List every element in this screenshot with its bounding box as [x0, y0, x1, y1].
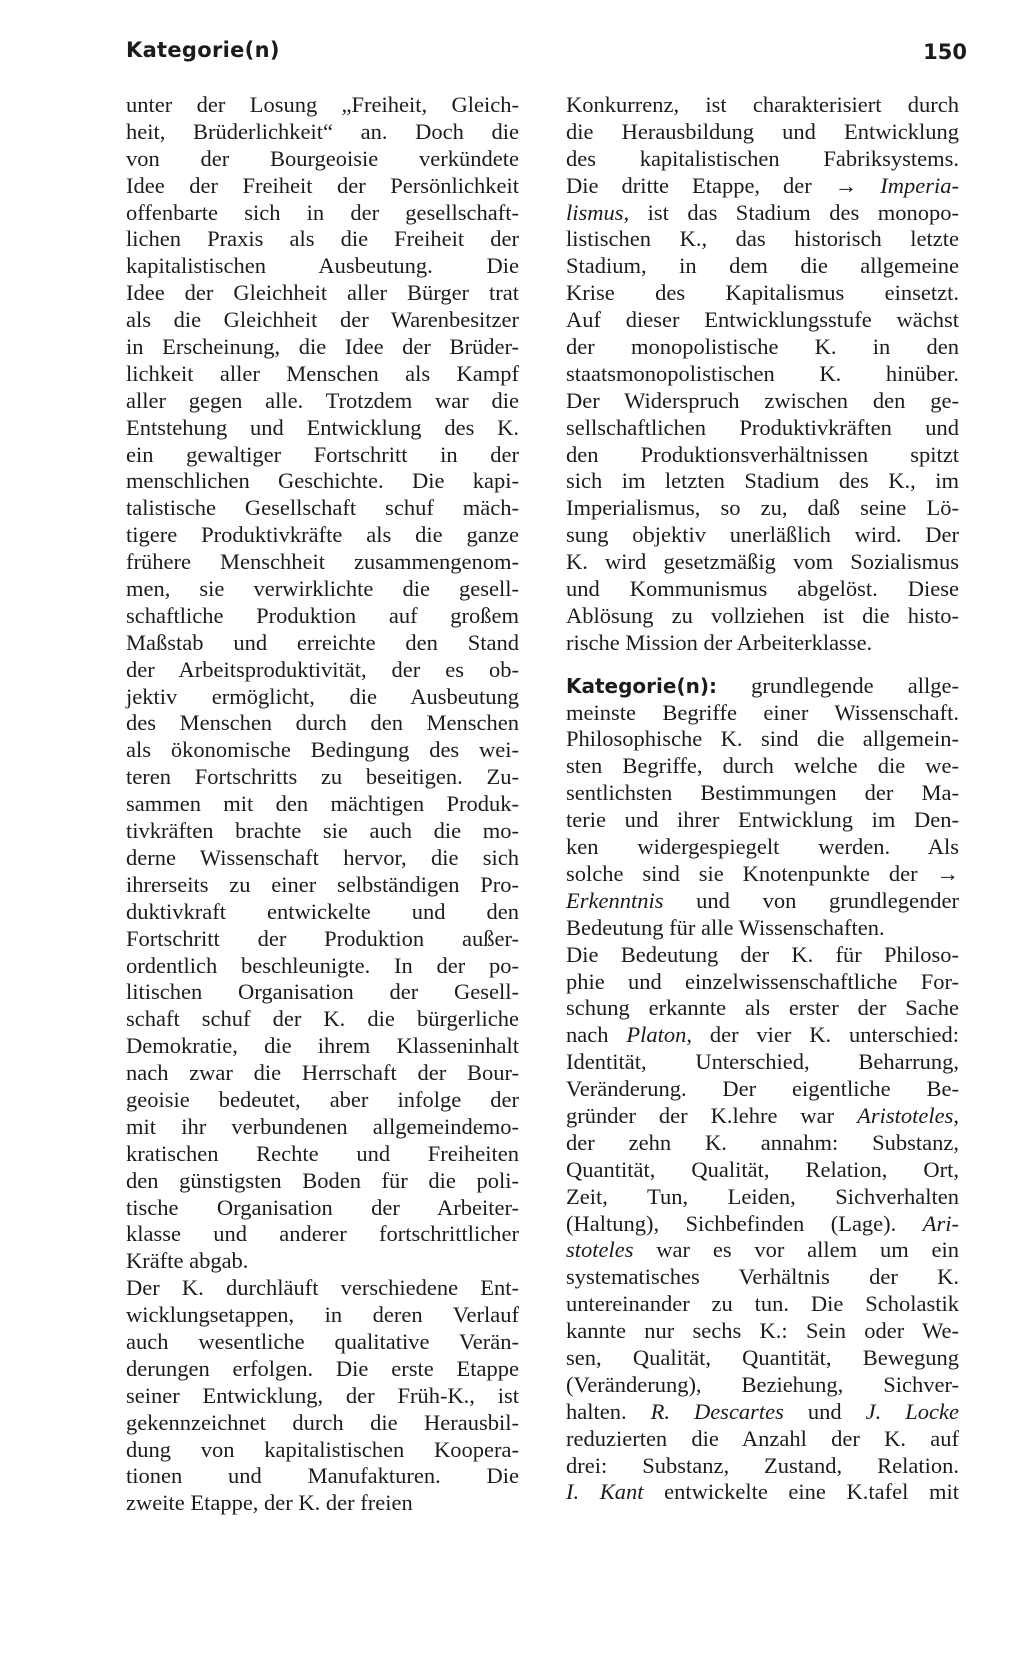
- text-line: halten. R. Descartes und J. Locke: [566, 1398, 959, 1424]
- text-line: kapitalistischen Ausbeutung. Die: [126, 253, 519, 279]
- text-line: sen, Qualität, Quantität, Bewegung: [566, 1344, 959, 1370]
- entry-headword: Kategorie(n):: [566, 673, 717, 698]
- person-name: Ari-: [922, 1210, 959, 1236]
- text-line: tionen und Manufakturen. Die: [126, 1463, 519, 1489]
- cross-reference-link[interactable]: lismus: [566, 199, 624, 225]
- text-line: rische Mission der Arbeiterklasse.: [566, 629, 873, 655]
- text-line: menschlichen Geschichte. Die kapi-: [126, 468, 519, 494]
- text-line: schung erkannte als erster der Sache: [566, 995, 959, 1021]
- text-line: tische Organisation der Arbeiter-: [126, 1194, 519, 1220]
- text-line: schaft schuf der K. die bürgerliche: [126, 1006, 519, 1032]
- text-line: und Kommunismus abgelöst. Diese: [566, 576, 959, 602]
- cross-reference-link[interactable]: Imperia-: [880, 172, 959, 198]
- text-line: nach zwar die Herrschaft der Bour-: [126, 1060, 519, 1086]
- text-line: kratischen Rechte und Freiheiten: [126, 1140, 519, 1166]
- text-line: Konkurrenz, ist charakterisiert durch: [566, 92, 959, 117]
- text-line: heit, Brüderlichkeit“ an. Doch die: [126, 118, 519, 144]
- text-line: Die dritte Etappe, der → Imperia-: [566, 172, 959, 198]
- text-line: frühere Menschheit zusammengenom-: [126, 549, 519, 575]
- text-line: staatsmonopolistischen K. hinüber.: [566, 360, 959, 386]
- text-line: offenbarte sich in der gesellschaft-: [126, 199, 519, 225]
- text-line: kannte nur sechs K.: Sein oder We-: [566, 1318, 959, 1344]
- text-line: stoteles war es vor allem um ein: [566, 1237, 959, 1263]
- person-name: R. Descartes: [650, 1398, 784, 1424]
- text-line: als die Gleichheit der Warenbesitzer: [126, 307, 519, 333]
- text-line: nach Platon, der vier K. unterschied:: [566, 1022, 959, 1048]
- text-line: phie und einzelwissenschaftliche For-: [566, 968, 959, 994]
- text-line: als ökonomische Bedingung des wei-: [126, 737, 519, 763]
- left-column: [126, 92, 519, 1517]
- text-line: listischen K., das historisch letzte: [566, 226, 959, 252]
- text-line: der zehn K. annahm: Substanz,: [566, 1129, 959, 1155]
- text-line: sung objektiv unerläßlich wird. Der: [566, 522, 959, 548]
- text-line: Zeit, Tun, Leiden, Sichverhalten: [566, 1183, 959, 1209]
- text-line: untereinander zu tun. Die Scholastik: [566, 1291, 959, 1317]
- text-line: Ablösung zu vollziehen ist die histo-: [566, 602, 959, 628]
- text-line: solche sind sie Knotenpunkte der →: [566, 860, 959, 886]
- text-line: Die Bedeutung der K. für Philoso-: [566, 941, 959, 967]
- text-line: ein gewaltiger Fortschritt in der: [126, 441, 519, 467]
- person-name: stoteles: [566, 1237, 634, 1263]
- cross-reference-link[interactable]: Erkenntnis: [566, 887, 664, 913]
- person-name: Aristoteles: [857, 1102, 954, 1128]
- text-line: derne Wissenschaft hervor, die sich: [126, 844, 519, 870]
- text-line: sten Begriffe, durch welche die we-: [566, 753, 959, 779]
- text-line: K. wird gesetzmäßig vom Sozialismus: [566, 549, 959, 575]
- text-line: gekennzeichnet durch die Herausbil-: [126, 1409, 519, 1435]
- person-name: J. Locke: [865, 1398, 959, 1424]
- text-line: von der Bourgeoisie verkündete: [126, 145, 519, 171]
- text-line: Kräfte abgab.: [126, 1248, 249, 1274]
- text-line: sentlichsten Bestimmungen der Ma-: [566, 780, 959, 806]
- text-line: aller gegen alle. Trotzdem war die: [126, 387, 519, 413]
- text-line: des kapitalistischen Fabriksystems.: [566, 145, 959, 171]
- text-line: Imperialismus, so zu, daß seine Lö-: [566, 495, 959, 521]
- person-name: I. Kant: [566, 1479, 644, 1505]
- text-line: der monopolistische K. in den: [566, 334, 959, 360]
- text-line: Identität, Unterschied, Beharrung,: [566, 1049, 959, 1075]
- text-line: auch wesentliche qualitative Verän-: [126, 1328, 519, 1354]
- text-line: Idee der Gleichheit aller Bürger trat: [126, 280, 519, 306]
- text-line: litischen Organisation der Gesell-: [126, 979, 519, 1005]
- text-line: men, sie verwirklichte die gesell-: [126, 576, 519, 602]
- text-line: terie und ihrer Entwicklung im Den-: [566, 807, 959, 833]
- text-line: geoisie bedeutet, aber infolge der: [126, 1086, 519, 1112]
- text-line: Quantität, Qualität, Relation, Ort,: [566, 1156, 959, 1182]
- text-line: lismus, ist das Stadium des monopo-: [566, 199, 959, 225]
- text-line: mit ihr verbundenen allgemeindemo-: [126, 1113, 519, 1139]
- text-line: gründer der K.lehre war Aristoteles,: [566, 1102, 959, 1128]
- text-line: (Veränderung), Beziehung, Sichver-: [566, 1371, 959, 1397]
- text-line: talistische Gesellschaft schuf mäch-: [126, 495, 519, 521]
- text-line: Demokratie, die ihrem Klasseninhalt: [126, 1033, 519, 1059]
- text-line: Idee der Freiheit der Persönlichkeit: [126, 172, 519, 198]
- text-line: den Produktionsverhältnissen spitzt: [566, 441, 959, 467]
- text-line: sellschaftlichen Produktivkräften und: [566, 414, 959, 440]
- text-line: ihrerseits zu einer selbständigen Pro-: [126, 871, 519, 897]
- text-line: duktivkraft entwickelte und den: [126, 898, 519, 924]
- text-line: systematisches Verhältnis der K.: [566, 1264, 959, 1290]
- text-line: ken widergespiegelt werden. Als: [566, 834, 959, 860]
- text-line: unter der Losung „Freiheit, Gleich-: [126, 92, 519, 117]
- text-line: reduzierten die Anzahl der K. auf: [566, 1425, 959, 1451]
- entry-spacer: [566, 657, 959, 673]
- text-line: des Menschen durch den Menschen: [126, 710, 519, 736]
- text-line: Veränderung. Der eigentliche Be-: [566, 1076, 959, 1102]
- text-line: Der K. durchläuft verschiedene Ent-: [126, 1275, 519, 1301]
- text-line: Kategorie(n): grundlegende allge-: [566, 672, 959, 698]
- text-line: drei: Substanz, Zustand, Relation.: [566, 1452, 959, 1478]
- text-line: in Erscheinung, die Idee der Brüder-: [126, 334, 519, 360]
- text-line: die Herausbildung und Entwicklung: [566, 118, 959, 144]
- text-line: sammen mit den mächtigen Produk-: [126, 791, 519, 817]
- page-number: 150: [923, 40, 967, 64]
- text-line: derungen erfolgen. Die erste Etappe: [126, 1355, 519, 1381]
- text-line: zweite Etappe, der K. der freien: [126, 1490, 413, 1516]
- text-line: lichkeit aller Menschen als Kampf: [126, 360, 519, 386]
- text-line: dung von kapitalistischen Koopera-: [126, 1436, 519, 1462]
- text-line: Bedeutung für alle Wissenschaften.: [566, 914, 885, 940]
- text-line: tigere Produktivkräfte als die ganze: [126, 522, 519, 548]
- text-line: Erkenntnis und von grundlegender: [566, 887, 959, 913]
- text-line: schaftliche Produktion auf großem: [126, 602, 519, 628]
- right-column: [566, 92, 959, 1506]
- entry-kategorie: [566, 673, 959, 1507]
- text-line: seiner Entwicklung, der Früh-K., ist: [126, 1382, 519, 1408]
- text-line: klasse und anderer fortschrittlicher: [126, 1221, 519, 1247]
- text-line: Fortschritt der Produktion außer-: [126, 925, 519, 951]
- text-line: Entstehung und Entwicklung des K.: [126, 414, 519, 440]
- text-line: teren Fortschritts zu beseitigen. Zu-: [126, 764, 519, 790]
- text-line: I. Kant entwickelte eine K.tafel mit: [566, 1479, 959, 1505]
- text-line: Stadium, in dem die allgemeine: [566, 253, 959, 279]
- text-line: den günstigsten Boden für die poli-: [126, 1167, 519, 1193]
- text-line: (Haltung), Sichbefinden (Lage). Ari-: [566, 1210, 959, 1236]
- text-line: wicklungsetappen, in deren Verlauf: [126, 1302, 519, 1328]
- text-line: Philosophische K. sind die allgemein-: [566, 726, 959, 752]
- text-line: tivkräften brachte sie auch die mo-: [126, 818, 519, 844]
- running-head: Kategorie(n): [126, 38, 280, 62]
- text-line: sich im letzten Stadium des K., im: [566, 468, 959, 494]
- text-line: jektiv ermöglicht, die Ausbeutung: [126, 683, 519, 709]
- text-line: Krise des Kapitalismus einsetzt.: [566, 280, 959, 306]
- person-name: Platon: [626, 1022, 687, 1048]
- text-line: Der Widerspruch zwischen den ge-: [566, 387, 959, 413]
- text-line: Maßstab und erreichte den Stand: [126, 629, 519, 655]
- text-line: meinste Begriffe einer Wissenschaft.: [566, 699, 959, 725]
- text-line: lichen Praxis als die Freiheit der: [126, 226, 519, 252]
- text-line: Auf dieser Entwicklungsstufe wächst: [566, 307, 959, 333]
- text-line: der Arbeitsproduktivität, der es ob-: [126, 656, 519, 682]
- text-line: ordentlich beschleunigte. In der po-: [126, 952, 519, 978]
